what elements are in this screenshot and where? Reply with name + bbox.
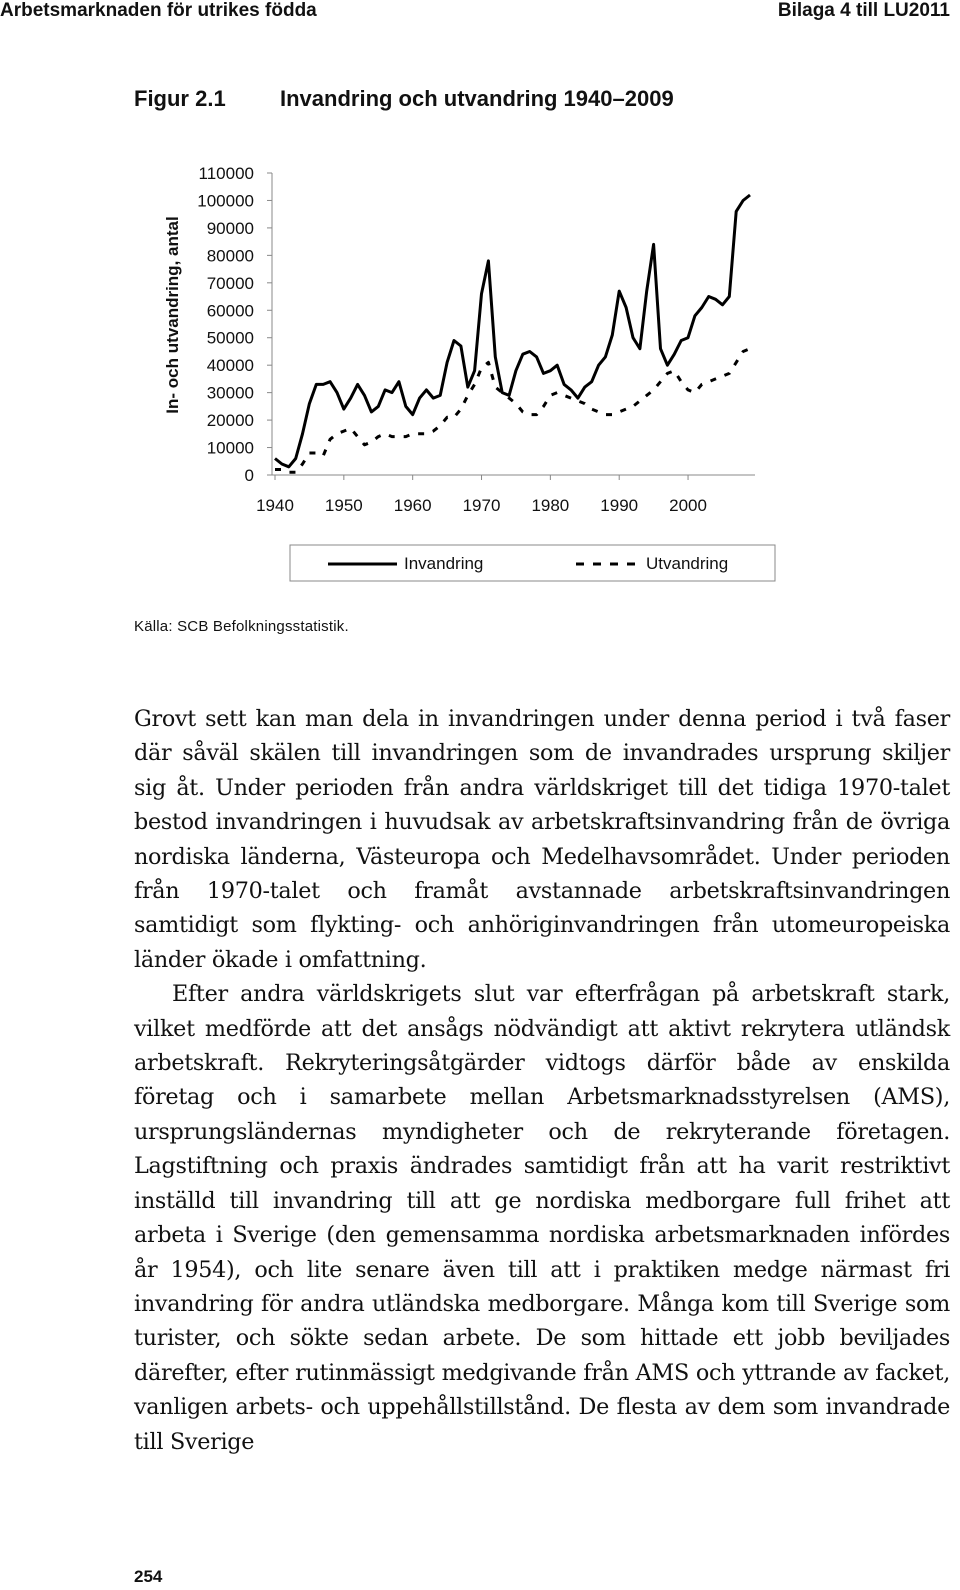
y-tick-label: 80000 [206, 246, 254, 266]
y-axis-label: In- och utvandring, antal [163, 216, 182, 414]
paragraph-1: Grovt sett kan man dela in invandringen under denna period i två faser där såväl skälen till invandringen som de invandrades ursprung skiljer sig åt. Under perioden från andra världskriget till det tidiga 1970-talet bestod invandringen i huvudsak av arbetskraftsinvandring från de övriga nordiska länderna, Västeuropa och Medelhavsområdet. Under perioden från 1970-talet och framåt avstannade arbetskraftsinvandringen samtidigt som flykting- och anhöriginvandringen från utomeuropeiska länder ökade i omfattning. [134, 706, 950, 973]
body-text [134, 702, 950, 1459]
x-tick-label: 1970 [462, 496, 501, 515]
y-tick-label: 90000 [206, 218, 254, 238]
x-tick-label: 1950 [324, 496, 363, 515]
running-header [0, 0, 960, 26]
y-tick-label: 110000 [198, 164, 254, 183]
y-tick-label: 30000 [206, 383, 254, 403]
legend-label-utvandring: Utvandring [646, 554, 729, 573]
legend-label-invandring: Invandring [404, 554, 484, 573]
figure-source: Källa: SCB Befolkningsstatistik. [134, 618, 349, 635]
y-tick-label: 20000 [206, 411, 254, 431]
header-title: Arbetsmarknaden för utrikes födda [0, 0, 317, 21]
y-tick-label: 10000 [206, 438, 254, 458]
figure-number: Figur 2.1 [134, 86, 226, 111]
x-tick-label: 1960 [393, 496, 432, 515]
x-tick-label: 1990 [600, 496, 639, 515]
x-tick-label: 1940 [256, 496, 294, 515]
y-tick-label: 40000 [206, 356, 254, 376]
series-line-invandring [275, 195, 750, 467]
figure-title [134, 86, 674, 112]
migration-line-chart [150, 155, 790, 595]
x-tick-label: 2000 [669, 496, 707, 515]
paragraph-2: Efter andra världskrigets slut var efterfrågan på arbetskraft stark, vilket medförde att det ansågs nödvändigt att aktivt rekrytera utländsk arbetskraft. Rekryteringsåtgärder vidtogs därför både av enskilda företag och i samarbete mellan Arbetsmarknadsstyrelsen (AMS), ursprungsländernas myndigheter och de rekryterande företagen. Lagstiftning och praxis ändrades samtidigt från att ha varit restriktivt inställd till invandring till att ge nordiska medborgare full frihet att arbeta i Sverige (den gemensamma nordiska arbetsmarknaden infördes år 1954), och lite senare även till att i praktiken medge närmast fri invandring för andra utländska medborgare. Många kom till Sverige som turister, och sökte sedan arbete. De som hittade ett jobb beviljades därefter, efter rutinmässigt medgivande från AMS och yttrande av facket, vanligen arbets- och uppehållstillstånd. De flesta av dem som invandrade till Sverige [134, 981, 950, 1455]
y-tick-label: 50000 [206, 328, 254, 348]
y-tick-label: 70000 [206, 273, 254, 293]
x-tick-label: 1980 [531, 496, 570, 515]
series-line-utvandring [275, 349, 750, 473]
figure-caption: Invandring och utvandring 1940–2009 [280, 86, 674, 111]
page-number: 254 [134, 1567, 163, 1586]
y-tick-label: 0 [244, 466, 254, 485]
y-tick-label: 60000 [206, 301, 254, 321]
y-tick-label: 100000 [197, 191, 254, 211]
header-appendix: Bilaga 4 till LU2011 [777, 0, 950, 21]
